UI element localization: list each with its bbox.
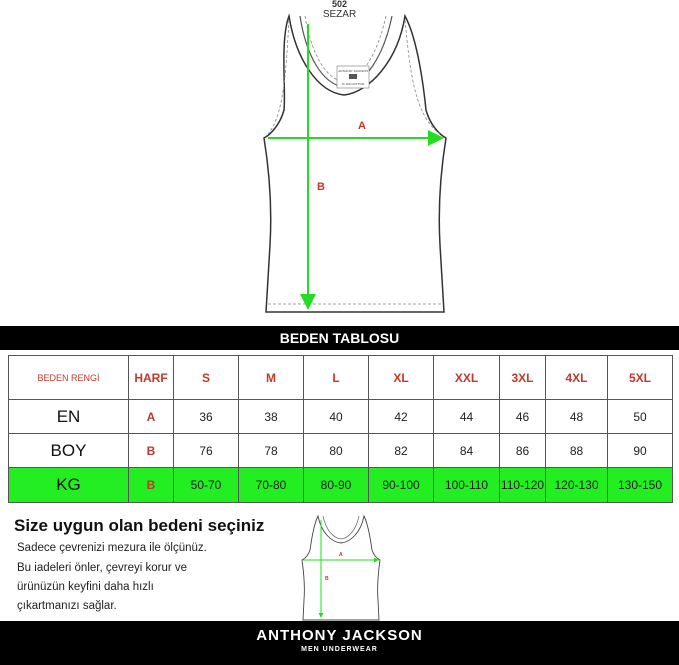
table-cell: 80 <box>304 434 369 468</box>
small-tank-top-diagram <box>296 512 386 624</box>
size-advice-title: Size uygun olan bedeni seçiniz <box>14 516 265 535</box>
header-size: 4XL <box>546 356 608 400</box>
brand-tagline: MEN UNDERWEAR <box>301 646 378 653</box>
product-code: 502 <box>331 0 348 9</box>
header-size: S <box>174 356 239 400</box>
product-name: SEZAR <box>322 9 357 20</box>
tag-brand: ANTHONY JACKSON <box>338 69 368 73</box>
row-letter: B <box>129 468 174 503</box>
table-cell: 70-80 <box>239 468 304 503</box>
label-b: B <box>317 181 325 193</box>
row-letter: B <box>129 434 174 468</box>
table-cell: 48 <box>546 400 608 434</box>
table-cell: 90-100 <box>369 468 434 503</box>
header-size: 5XL <box>608 356 673 400</box>
svg-text:A: A <box>339 552 343 558</box>
table-cell: 38 <box>239 400 304 434</box>
tank-top-outline <box>264 16 446 312</box>
brand-logo: ANTHONY JACKSON <box>256 627 423 644</box>
header-size: XXL <box>434 356 500 400</box>
table-cell: 88 <box>546 434 608 468</box>
header-size: L <box>304 356 369 400</box>
table-cell: 40 <box>304 400 369 434</box>
table-header-row <box>9 356 673 400</box>
label-a: A <box>358 120 366 132</box>
table-cell: 84 <box>434 434 500 468</box>
table-cell: 90 <box>608 434 673 468</box>
table-cell: 78 <box>239 434 304 468</box>
table-cell: 76 <box>174 434 239 468</box>
table-cell: 86 <box>500 434 546 468</box>
advice-line: çıkartmanızı sağlar. <box>17 600 117 612</box>
row-label: KG <box>9 468 129 503</box>
row-label: EN <box>9 400 129 434</box>
tag-fabric: % 100 COTTON <box>342 82 364 86</box>
row-letter: A <box>129 400 174 434</box>
table-cell: 100-110 <box>434 468 500 503</box>
size-table <box>8 355 673 503</box>
header-size: XL <box>369 356 434 400</box>
header-size: M <box>239 356 304 400</box>
table-cell: 42 <box>369 400 434 434</box>
table-cell: 46 <box>500 400 546 434</box>
table-cell: 36 <box>174 400 239 434</box>
header-size: 3XL <box>500 356 546 400</box>
table-cell: 50-70 <box>174 468 239 503</box>
size-chart-title: BEDEN TABLOSU <box>279 330 400 346</box>
table-cell: 120-130 <box>546 468 608 503</box>
advice-line: ürünüzün keyfini daha hızlı <box>17 581 154 593</box>
table-cell: 50 <box>608 400 673 434</box>
header-letter: HARF <box>129 356 174 400</box>
table-cell: 44 <box>434 400 500 434</box>
advice-line: Bu iadeleri önler, çevreyi korur ve <box>17 562 188 574</box>
table-cell: 82 <box>369 434 434 468</box>
table-row-boy <box>9 434 673 468</box>
tank-top-diagram <box>0 0 679 325</box>
row-label: BOY <box>9 434 129 468</box>
table-row-en <box>9 400 673 434</box>
header-size-color: BEDEN RENGİ <box>9 356 129 400</box>
table-cell: 80-90 <box>304 468 369 503</box>
table-cell: 110-120 <box>500 468 546 503</box>
table-row-kg <box>9 468 673 503</box>
table-cell: 130-150 <box>608 468 673 503</box>
svg-text:B: B <box>325 576 329 582</box>
advice-line: Sadece çevrenizi mezura ile ölçünüz. <box>17 542 207 554</box>
